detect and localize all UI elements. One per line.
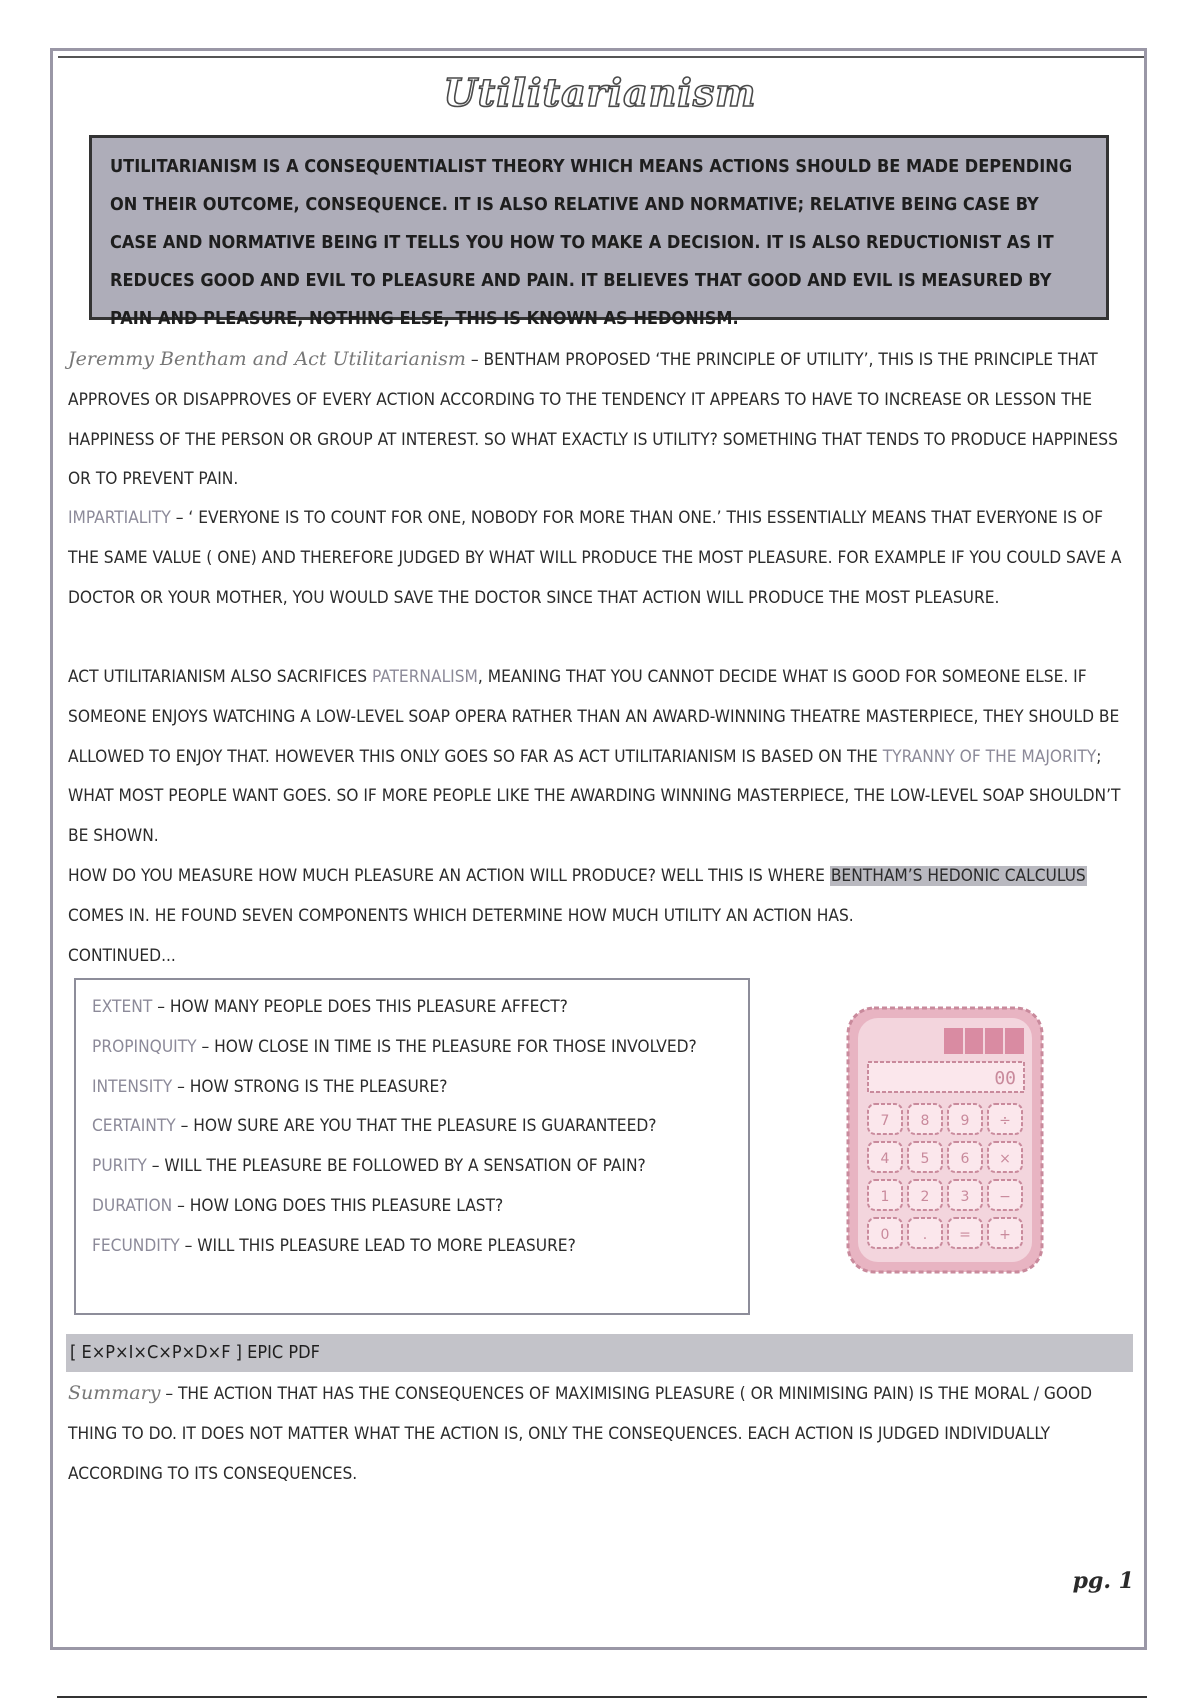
impartiality-text: – ‘ EVERYONE IS TO COUNT FOR ONE, NOBODY FOR MORE THAN ONE.’ THIS ESSENTIALLY MEANS THAT EVERYONE IS OF THE SAME VALUE ( ONE) AND THEREFORE JUDGED BY WHAT WILL PRODUCE THE MOST PLEASURE. FOR EXAMPLE IF YOU COULD SAVE A DOCTOR OR YOUR MOTHER, YOU WOULD SAVE THE DOCTOR SINCE THAT ACTION WILL PRODUCE THE MOST PLEASURE. bbox=[68, 508, 1122, 608]
calculus-before: HOW DO YOU MEASURE HOW MUCH PLEASURE AN ACTION WILL PRODUCE? WELL THIS IS WHERE bbox=[68, 866, 830, 886]
factor-term: DURATION bbox=[92, 1195, 173, 1216]
bentham-paragraph bbox=[68, 340, 1128, 500]
bottom-rule bbox=[57, 1696, 1147, 1698]
calculator-key-label: 8 bbox=[920, 1113, 930, 1129]
summary-heading: Summary bbox=[68, 1382, 161, 1404]
calculator-key-label: 3 bbox=[960, 1189, 970, 1205]
calculus-after: COMES IN. HE FOUND SEVEN COMPONENTS WHICH DETERMINE HOW MUCH UTILITY AN ACTION HAS. bbox=[68, 905, 854, 926]
summary-paragraph bbox=[68, 1374, 1128, 1494]
calculator-key-label: 4 bbox=[880, 1151, 890, 1167]
display-value: 00 bbox=[994, 1068, 1016, 1089]
factor-item bbox=[92, 1107, 732, 1147]
tyranny-term: TYRANNY OF THE MAJORITY bbox=[882, 746, 1097, 767]
calculator-key-label: 2 bbox=[920, 1189, 930, 1205]
factor-text: – HOW MANY PEOPLE DOES THIS PLEASURE AFFECT? bbox=[152, 997, 568, 1017]
impartiality-term: IMPARTIALITY bbox=[68, 508, 171, 528]
factor-text: – WILL THE PLEASURE BE FOLLOWED BY A SENSATION OF PAIN? bbox=[146, 1156, 646, 1177]
factor-term: PROPINQUITY bbox=[92, 1036, 197, 1057]
calculator-key-label: 1 bbox=[880, 1189, 890, 1205]
paternalism-before: ACT UTILITARIANISM ALSO SACRIFICES bbox=[68, 667, 373, 687]
calculator-key-label: − bbox=[999, 1189, 1011, 1205]
paternalism-paragraph bbox=[68, 658, 1128, 857]
calculator-key-label: + bbox=[999, 1227, 1011, 1243]
factor-item bbox=[92, 1028, 732, 1068]
calculator-key-label: 6 bbox=[960, 1151, 970, 1167]
factor-term: EXTENT bbox=[92, 997, 153, 1017]
factor-item bbox=[92, 1227, 732, 1267]
factor-item bbox=[92, 1147, 732, 1187]
factor-term: PURITY bbox=[92, 1156, 147, 1177]
calculator-key-label: 9 bbox=[960, 1113, 970, 1129]
factor-text: – WILL THIS PLEASURE LEAD TO MORE PLEASURE? bbox=[179, 1235, 576, 1256]
calculator-key-label: × bbox=[999, 1151, 1011, 1167]
calculator-illustration bbox=[840, 1000, 1050, 1280]
continued-label: CONTINUED... bbox=[68, 945, 176, 966]
formula-bar: [ E×P×I×C×P×D×F ] EPIC PDF bbox=[66, 1334, 1133, 1372]
factor-text: – HOW SURE ARE YOU THAT THE PLEASURE IS GUARANTEED? bbox=[175, 1116, 657, 1137]
calculus-highlight: BENTHAM’S HEDONIC CALCULUS bbox=[830, 866, 1086, 886]
calculator-key-label: 7 bbox=[880, 1113, 890, 1129]
bentham-heading: Jeremmy Bentham and Act Utilitarianism bbox=[68, 348, 466, 370]
factor-item bbox=[92, 1068, 732, 1108]
calculator-key-label: = bbox=[959, 1227, 971, 1243]
top-rule bbox=[58, 56, 1144, 58]
intro-box: UTILITARIANISM IS A CONSEQUENTIALIST THEORY WHICH MEANS ACTIONS SHOULD BE MADE DEPENDING ON THEIR OUTCOME, CONSEQUENCE. IT IS ALSO RELATIVE AND NORMATIVE; RELATIVE BEING CASE BY CASE AND NORMATIVE BEING IT TELLS YOU HOW TO MAKE A DECISION. IT IS ALSO REDUCTIONIST AS IT REDUCES GOOD AND EVIL TO PLEASURE AND PAIN. IT BELIEVES THAT GOOD AND EVIL IS MEASURED BY PAIN AND PLEASURE, NOTHING ELSE, THIS IS KNOWN AS HEDONISM. bbox=[89, 135, 1109, 320]
factor-text: – HOW LONG DOES THIS PLEASURE LAST? bbox=[172, 1195, 504, 1216]
factor-text: – HOW CLOSE IN TIME IS THE PLEASURE FOR THOSE INVOLVED? bbox=[196, 1036, 697, 1057]
paternalism-middle: , MEANING THAT YOU CANNOT DECIDE WHAT IS GOOD FOR SOMEONE ELSE. IF SOMEONE ENJOYS WATCHING A LOW-LEVEL SOAP OPERA RATHER THAN AN AWARD-WINNING THEATRE MASTERPIECE, THEY SHOULD BE ALLOWED TO ENJOY THAT. HOWEVER THIS ONLY GOES SO FAR AS ACT UTILITARIANISM IS BASED ON THE bbox=[68, 667, 1120, 767]
factor-item bbox=[92, 1187, 732, 1227]
factor-text: – HOW STRONG IS THE PLEASURE? bbox=[172, 1076, 448, 1097]
factors-box bbox=[74, 978, 750, 1315]
paternalism-after: ; WHAT MOST PEOPLE WANT GOES. SO IF MORE PEOPLE LIKE THE AWARDING WINNING MASTERPIECE, THE LOW-LEVEL SOAP SHOULDN’T BE SHOWN. bbox=[68, 746, 1121, 847]
calculator-key-label: 0 bbox=[880, 1227, 890, 1243]
calculator-key-label: ÷ bbox=[999, 1113, 1011, 1129]
summary-text: – THE ACTION THAT HAS THE CONSEQUENCES OF MAXIMISING PLEASURE ( OR MINIMISING PAIN) IS THE MORAL / GOOD THING TO DO. IT DOES NOT MATTER WHAT THE ACTION IS, ONLY THE CONSEQUENCES. EACH ACTION IS JUDGED INDIVIDUALLY ACCORDING TO ITS CONSEQUENCES. bbox=[68, 1384, 1093, 1484]
factor-term: CERTAINTY bbox=[92, 1116, 176, 1137]
impartiality-paragraph bbox=[68, 499, 1128, 618]
factor-item bbox=[92, 988, 732, 1028]
calculus-paragraph bbox=[68, 857, 1128, 976]
calculator-key-label: 5 bbox=[920, 1151, 930, 1167]
paternalism-term: PATERNALISM bbox=[372, 667, 478, 687]
bentham-text: – BENTHAM PROPOSED ‘THE PRINCIPLE OF UTILITY’, THIS IS THE PRINCIPLE THAT APPROVES OR DISAPPROVES OF EVERY ACTION ACCORDING TO THE TENDENCY IT APPEARS TO HAVE TO INCREASE OR LESSON THE HAPPINESS OF THE PERSON OR GROUP AT INTEREST. SO WHAT EXACTLY IS UTILITY? SOMETHING THAT TENDS TO PRODUCE HAPPINESS OR TO PREVENT PAIN. bbox=[68, 350, 1118, 490]
page-title: Utilitarianism bbox=[443, 70, 757, 115]
factor-term: INTENSITY bbox=[92, 1076, 173, 1097]
calculator-key-label: . bbox=[922, 1227, 928, 1243]
factor-term: FECUNDITY bbox=[92, 1235, 180, 1256]
page-number: pg. 1 bbox=[1072, 1568, 1134, 1594]
